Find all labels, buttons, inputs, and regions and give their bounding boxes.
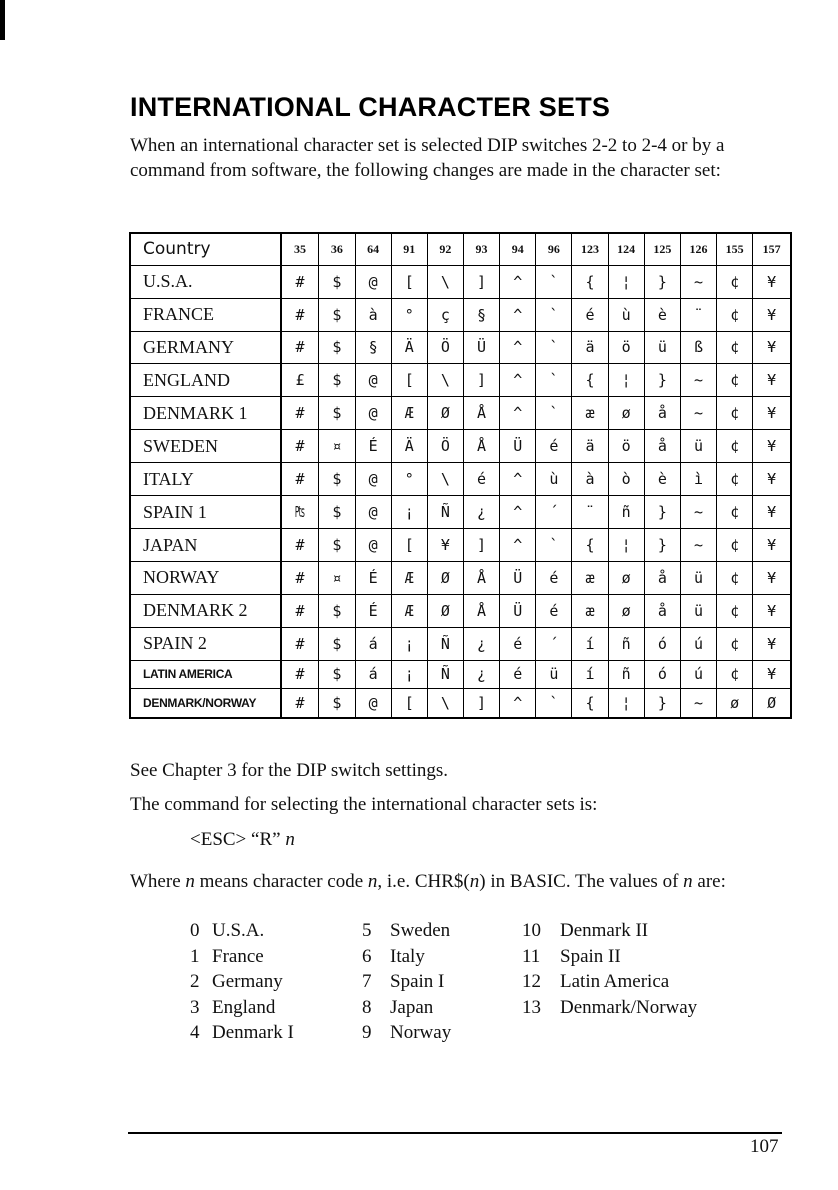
character-cell: $ (319, 397, 355, 430)
character-cell: $ (319, 463, 355, 496)
character-cell: } (644, 496, 680, 529)
scan-edge-mark (0, 0, 5, 40)
where-paragraph (130, 869, 790, 894)
character-cell: Ñ (427, 660, 463, 688)
character-cell: ü (644, 331, 680, 364)
character-cell: ä (572, 430, 608, 463)
table-row (130, 529, 791, 562)
character-cell: ^ (500, 689, 536, 718)
character-cell: é (536, 594, 572, 627)
character-cell: ¿ (463, 627, 499, 660)
character-cell: à (355, 298, 391, 331)
code-country-name: Denmark/Norway (560, 996, 698, 1018)
character-cell: } (644, 265, 680, 298)
country-name: DENMARK 1 (130, 397, 281, 430)
character-cell: @ (355, 689, 391, 718)
character-cell: æ (572, 594, 608, 627)
code-list-column-3 (522, 920, 697, 1022)
code-list-column-1 (190, 920, 294, 1048)
character-cell: ^ (500, 364, 536, 397)
character-cell: ] (463, 364, 499, 397)
list-item (190, 997, 294, 1023)
list-item (522, 920, 697, 946)
character-cell: # (281, 430, 319, 463)
character-cell: Å (463, 594, 499, 627)
code-header: 93 (463, 233, 499, 265)
character-cell: } (644, 364, 680, 397)
page-number: 107 (750, 1136, 779, 1157)
character-cell: $ (319, 364, 355, 397)
character-cell: é (500, 627, 536, 660)
character-cell: { (572, 265, 608, 298)
character-cell: ß (680, 331, 716, 364)
character-cell: Ø (753, 689, 791, 718)
character-cell: ¥ (427, 529, 463, 562)
character-cell: è (644, 298, 680, 331)
code-number: 10 (522, 920, 541, 941)
character-cell: ^ (500, 529, 536, 562)
character-cell: è (644, 463, 680, 496)
character-cell: ¢ (717, 331, 753, 364)
character-cell: ° (391, 298, 427, 331)
character-cell: é (536, 561, 572, 594)
character-cell: ´ (536, 496, 572, 529)
country-name: SWEDEN (130, 430, 281, 463)
character-cell: ~ (680, 364, 716, 397)
character-cell: ^ (500, 463, 536, 496)
character-cell: ø (608, 397, 644, 430)
character-cell: å (644, 561, 680, 594)
character-cell: ¥ (753, 627, 791, 660)
character-cell: # (281, 660, 319, 688)
character-cell: $ (319, 298, 355, 331)
character-cell: # (281, 463, 319, 496)
character-cell: # (281, 561, 319, 594)
character-cell: ú (680, 627, 716, 660)
character-cell: Å (463, 561, 499, 594)
code-country-name: England (212, 996, 276, 1018)
character-cell: ¢ (717, 265, 753, 298)
character-cell: ¤ (319, 561, 355, 594)
code-header: 64 (355, 233, 391, 265)
character-cell: í (572, 660, 608, 688)
code-country-name: Denmark I (212, 1022, 294, 1043)
character-cell: ¡ (391, 496, 427, 529)
character-cell: ₧ (281, 496, 319, 529)
character-cell: ~ (680, 496, 716, 529)
character-cell: @ (355, 364, 391, 397)
character-cell: Å (463, 430, 499, 463)
character-cell: Ä (391, 331, 427, 364)
command-text: <ESC> “R” n (190, 829, 295, 850)
character-cell: [ (391, 364, 427, 397)
list-item (362, 920, 451, 946)
character-cell: ~ (680, 397, 716, 430)
character-cell: ~ (680, 529, 716, 562)
page-title: INTERNATIONAL CHARACTER SETS (130, 92, 611, 122)
code-header: 126 (680, 233, 716, 265)
character-cell: É (355, 430, 391, 463)
list-item (522, 971, 697, 997)
character-cell: ¤ (319, 430, 355, 463)
table-row (130, 397, 791, 430)
code-number: 6 (362, 945, 372, 967)
list-item (362, 1022, 451, 1048)
character-cell: ü (536, 660, 572, 688)
character-cell: ¥ (753, 529, 791, 562)
character-cell: # (281, 627, 319, 660)
command-intro-text: The command for selecting the international character sets is: (130, 794, 598, 815)
character-cell: ` (536, 298, 572, 331)
country-name: DENMARK 2 (130, 594, 281, 627)
character-cell: ] (463, 689, 499, 718)
character-cell: ¥ (753, 364, 791, 397)
character-cell: É (355, 561, 391, 594)
list-item (190, 971, 294, 997)
character-cell: Ü (463, 331, 499, 364)
character-cell: \ (427, 463, 463, 496)
character-cell: ^ (500, 331, 536, 364)
character-cell: Ü (500, 561, 536, 594)
character-cell: ` (536, 331, 572, 364)
character-cell: ¦ (608, 265, 644, 298)
character-cell: $ (319, 265, 355, 298)
character-cell: @ (355, 463, 391, 496)
character-cell: $ (319, 627, 355, 660)
table-row (130, 594, 791, 627)
character-cell: $ (319, 331, 355, 364)
code-header: 96 (536, 233, 572, 265)
character-cell: ¨ (680, 298, 716, 331)
code-header: 155 (717, 233, 753, 265)
code-header: 123 (572, 233, 608, 265)
character-cell: ¥ (753, 265, 791, 298)
character-cell: \ (427, 364, 463, 397)
character-cell: [ (391, 689, 427, 718)
character-cell: ^ (500, 298, 536, 331)
character-cell: # (281, 397, 319, 430)
character-cell: { (572, 364, 608, 397)
code-number: 3 (190, 996, 200, 1018)
country-name: DENMARK/NORWAY (130, 689, 281, 718)
character-cell: £ (281, 364, 319, 397)
list-item (362, 946, 451, 972)
character-cell: ¢ (717, 561, 753, 594)
character-cell: ö (608, 331, 644, 364)
character-cell: ¢ (717, 529, 753, 562)
list-item (522, 946, 697, 972)
code-header: 92 (427, 233, 463, 265)
where-text: Where n means character code n, i.e. CHR$(n) in BASIC. The values of n are: (130, 871, 726, 892)
character-cell: Ö (427, 331, 463, 364)
character-cell: Ö (427, 430, 463, 463)
code-country-name: U.S.A. (212, 920, 265, 941)
code-country-name: Germany (212, 971, 283, 992)
code-number: 9 (362, 1022, 372, 1043)
list-item (190, 946, 294, 972)
country-name: LATIN AMERICA (130, 660, 281, 688)
character-cell: $ (319, 594, 355, 627)
code-number: 4 (190, 1022, 200, 1043)
character-cell: ´ (536, 627, 572, 660)
character-cell: í (572, 627, 608, 660)
character-cell: ` (536, 364, 572, 397)
character-cell: ° (391, 463, 427, 496)
intro-paragraph: When an international character set is selected DIP switches 2-2 to 2-4 or by a command from software, the following changes are made in the character set: (130, 135, 725, 181)
character-cell: Ä (391, 430, 427, 463)
footer-rule (128, 1132, 782, 1134)
character-cell: á (355, 627, 391, 660)
character-cell: [ (391, 265, 427, 298)
character-cell: å (644, 430, 680, 463)
character-cell: ¥ (753, 561, 791, 594)
code-header: 36 (319, 233, 355, 265)
character-cell: @ (355, 496, 391, 529)
table-row (130, 430, 791, 463)
country-name: NORWAY (130, 561, 281, 594)
character-cell: \ (427, 689, 463, 718)
country-name: U.S.A. (130, 265, 281, 298)
character-cell: é (500, 660, 536, 688)
character-cell: æ (572, 397, 608, 430)
character-cell: é (536, 430, 572, 463)
table-row (130, 298, 791, 331)
table-row (130, 364, 791, 397)
table-row (130, 463, 791, 496)
character-cell: ó (644, 660, 680, 688)
character-set-table (129, 232, 792, 719)
character-cell: å (644, 594, 680, 627)
character-cell: ø (608, 594, 644, 627)
character-cell: ~ (680, 689, 716, 718)
code-number: 5 (362, 920, 372, 941)
character-cell: ¥ (753, 430, 791, 463)
code-number: 1 (190, 945, 200, 967)
character-cell: ¦ (608, 529, 644, 562)
code-number: 8 (362, 996, 372, 1018)
character-cell: $ (319, 496, 355, 529)
country-name: JAPAN (130, 529, 281, 562)
character-cell: # (281, 331, 319, 364)
character-cell: $ (319, 529, 355, 562)
character-cell: Æ (391, 397, 427, 430)
table-row (130, 496, 791, 529)
character-cell: ^ (500, 265, 536, 298)
table-row (130, 265, 791, 298)
code-header: 157 (753, 233, 791, 265)
command-syntax (190, 829, 295, 851)
code-header: 125 (644, 233, 680, 265)
character-cell: ¢ (717, 463, 753, 496)
character-cell: { (572, 529, 608, 562)
character-cell: # (281, 594, 319, 627)
character-cell: ù (536, 463, 572, 496)
character-cell: ¢ (717, 364, 753, 397)
character-cell: ¢ (717, 298, 753, 331)
character-cell: Ñ (427, 627, 463, 660)
character-cell: ñ (608, 627, 644, 660)
character-cell: é (463, 463, 499, 496)
code-list-column-2 (362, 920, 451, 1048)
code-number: 0 (190, 920, 200, 941)
character-cell: ¥ (753, 463, 791, 496)
character-cell: @ (355, 529, 391, 562)
character-cell: ì (680, 463, 716, 496)
code-country-name: Italy (390, 945, 425, 967)
character-cell: ` (536, 265, 572, 298)
character-cell: ø (608, 561, 644, 594)
character-cell: § (355, 331, 391, 364)
code-header: 91 (391, 233, 427, 265)
character-cell: á (355, 660, 391, 688)
code-number: 13 (522, 996, 541, 1018)
character-cell: ¥ (753, 496, 791, 529)
character-cell: ¢ (717, 627, 753, 660)
country-name: ENGLAND (130, 364, 281, 397)
character-cell: $ (319, 689, 355, 718)
code-header: 94 (500, 233, 536, 265)
character-cell: ¢ (717, 660, 753, 688)
character-cell: ` (536, 689, 572, 718)
table-row (130, 561, 791, 594)
character-cell: ø (717, 689, 753, 718)
character-cell: @ (355, 397, 391, 430)
character-cell: ¥ (753, 660, 791, 688)
character-cell: Ø (427, 561, 463, 594)
character-cell: # (281, 529, 319, 562)
code-country-name: Denmark II (560, 920, 649, 941)
character-cell: ] (463, 265, 499, 298)
character-cell: ö (608, 430, 644, 463)
country-name: FRANCE (130, 298, 281, 331)
table-row (130, 660, 791, 688)
country-name: SPAIN 2 (130, 627, 281, 660)
character-cell: ü (680, 594, 716, 627)
character-cell: ^ (500, 496, 536, 529)
character-cell: ` (536, 397, 572, 430)
character-cell: ç (427, 298, 463, 331)
character-cell: ü (680, 430, 716, 463)
character-cell: ¦ (608, 689, 644, 718)
code-number: 12 (522, 971, 541, 992)
character-cell: Ø (427, 397, 463, 430)
character-cell: ù (608, 298, 644, 331)
character-cell: é (572, 298, 608, 331)
character-cell: ¿ (463, 660, 499, 688)
character-cell: ñ (608, 660, 644, 688)
character-cell: ¦ (608, 364, 644, 397)
character-cell: ú (680, 660, 716, 688)
code-number: 11 (522, 945, 541, 967)
character-cell: Æ (391, 594, 427, 627)
code-country-name: Sweden (390, 920, 451, 941)
character-cell: ¨ (572, 496, 608, 529)
character-cell: æ (572, 561, 608, 594)
character-cell: § (463, 298, 499, 331)
list-item (522, 997, 697, 1023)
character-cell: } (644, 529, 680, 562)
code-number: 7 (362, 971, 372, 992)
table-row (130, 331, 791, 364)
country-header: Country (130, 233, 281, 265)
character-cell: { (572, 689, 608, 718)
character-cell: } (644, 689, 680, 718)
see-chapter-text: See Chapter 3 for the DIP switch settings. (130, 760, 449, 781)
character-cell: ü (680, 561, 716, 594)
character-cell: [ (391, 529, 427, 562)
character-cell: ¿ (463, 496, 499, 529)
country-name: ITALY (130, 463, 281, 496)
table-row (130, 689, 791, 718)
list-item (362, 997, 451, 1023)
character-cell: ¢ (717, 430, 753, 463)
character-cell: Ñ (427, 496, 463, 529)
character-cell: Æ (391, 561, 427, 594)
table-row (130, 627, 791, 660)
character-cell: ] (463, 529, 499, 562)
character-cell: ^ (500, 397, 536, 430)
list-item (190, 920, 294, 946)
code-country-name: Latin America (560, 971, 670, 992)
code-country-name: Spain I (390, 971, 445, 992)
character-cell: ó (644, 627, 680, 660)
character-cell: ¢ (717, 496, 753, 529)
character-cell: Ü (500, 594, 536, 627)
table-header-row (130, 233, 791, 265)
country-name: SPAIN 1 (130, 496, 281, 529)
character-cell: ¥ (753, 397, 791, 430)
character-cell: å (644, 397, 680, 430)
character-cell: ¢ (717, 397, 753, 430)
character-cell: # (281, 689, 319, 718)
character-cell: ñ (608, 496, 644, 529)
character-cell: # (281, 265, 319, 298)
character-cell: ¥ (753, 594, 791, 627)
character-cell: à (572, 463, 608, 496)
code-country-name: Norway (390, 1022, 452, 1043)
code-header: 35 (281, 233, 319, 265)
character-cell: ¥ (753, 298, 791, 331)
character-cell: @ (355, 265, 391, 298)
character-cell: ¢ (717, 594, 753, 627)
character-cell: ¡ (391, 627, 427, 660)
character-cell: ~ (680, 265, 716, 298)
list-item (190, 1022, 294, 1048)
code-country-name: France (212, 945, 264, 967)
code-header: 124 (608, 233, 644, 265)
code-number: 2 (190, 971, 200, 992)
list-item (362, 971, 451, 997)
character-cell: # (281, 298, 319, 331)
code-country-name: Japan (390, 996, 434, 1018)
character-cell: ¥ (753, 331, 791, 364)
character-cell: \ (427, 265, 463, 298)
character-cell: Ø (427, 594, 463, 627)
character-cell: ò (608, 463, 644, 496)
character-cell: $ (319, 660, 355, 688)
code-country-name: Spain II (560, 945, 621, 967)
character-cell: ¡ (391, 660, 427, 688)
country-name: GERMANY (130, 331, 281, 364)
character-cell: ` (536, 529, 572, 562)
character-cell: Å (463, 397, 499, 430)
character-cell: ä (572, 331, 608, 364)
character-cell: É (355, 594, 391, 627)
character-cell: Ü (500, 430, 536, 463)
